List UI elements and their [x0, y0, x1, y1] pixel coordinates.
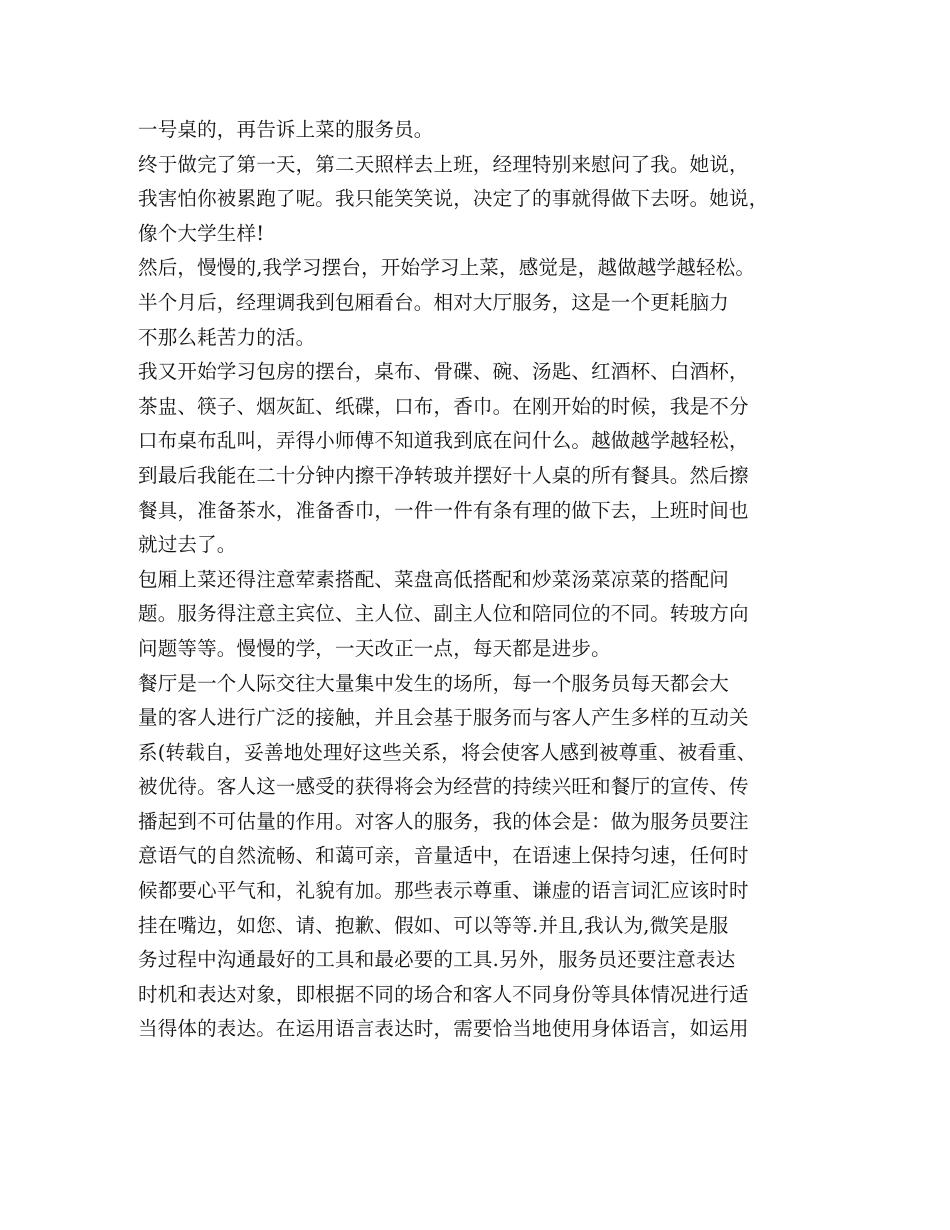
text-line: 我害怕你被累跑了呢。我只能笑笑说，决定了的事就得做下去呀。她说，: [138, 187, 769, 211]
text-line: 时机和表达对象，即根据不同的场合和客人不同身份等具体情况进行适: [138, 982, 749, 1006]
text-line: 候都要心平气和，礼貌有加。那些表示尊重、谦虚的语言词汇应该时时: [138, 879, 749, 903]
text-line: 不那么耗苦力的活。: [138, 325, 316, 349]
text-line: 一号桌的，再告诉上菜的服务员。: [138, 118, 434, 141]
text-line: 包厢上菜还得注意荤素搭配、菜盘高低搭配和炒菜汤菜凉菜的搭配问: [138, 567, 730, 591]
text-line: 就过去了。: [138, 533, 237, 557]
text-line: 茶盅、筷子、烟灰缸、纸碟，口布，香巾。在刚开始的时候，我是不分: [138, 394, 749, 418]
text-line: 餐厅是一个人际交往大量集中发生的场所，每一个服务员每天都会大: [138, 671, 730, 695]
text-line: 题。服务得注意主宾位、主人位、副主人位和陪同位的不同。转玻方向: [138, 602, 749, 626]
text-line: 口布桌布乱叫，弄得小师傅不知道我到底在问什么。越做越学越轻松，: [138, 429, 749, 453]
text-line: 终于做完了第一天，第二天照样去上班，经理特别来慰问了我。她说，: [138, 152, 749, 176]
text-line: 量的客人进行广泛的接触，并且会基于服务而与客人产生多样的互动关: [138, 706, 749, 730]
text-line: 当得体的表达。在运用语言表达时，需要恰当地使用身体语言，如运用: [138, 1017, 749, 1041]
text-line: 然后，慢慢的,我学习摆台，开始学习上菜，感觉是，越做越学越轻松。: [138, 256, 756, 280]
text-line: 我又开始学习包房的摆台，桌布、骨碟、碗、汤匙、红酒杯、白酒杯，: [138, 360, 749, 384]
text-line: 务过程中沟通最好的工具和最必要的工具.另外，服务员还要注意表达: [138, 948, 736, 972]
text-line: 半个月后，经理调我到包厢看台。相对大厅服务，这是一个更耗脑力: [138, 290, 730, 314]
text-line: 系(转载自，妥善地处理好这些关系，将会使客人感到被尊重、被看重、: [138, 740, 757, 764]
text-line: 问题等等。慢慢的学，一天改正一点，每天都是进步。: [138, 636, 611, 660]
body-text: [138, 113, 828, 1047]
text-line: 播起到不可估量的作用。对客人的服务，我的体会是：做为服务员要注: [138, 809, 749, 833]
text-line: 挂在嘴边，如您、请、抱歉、假如、可以等等.并且,我认为,微笑是服: [138, 913, 729, 937]
text-line: 意语气的自然流畅、和蔼可亲，音量适中，在语速上保持匀速，任何时: [138, 844, 749, 868]
text-line: 像个大学生样!: [138, 221, 265, 245]
text-line: 被优待。客人这一感受的获得将会为经营的持续兴旺和餐厅的宣传、传: [138, 775, 749, 799]
text-line: 到最后我能在二十分钟内擦干净转玻并摆好十人桌的所有餐具。然后擦: [138, 463, 749, 487]
text-line: 餐具，准备茶水，准备香巾，一件一件有条有理的做下去，上班时间也: [138, 498, 749, 522]
